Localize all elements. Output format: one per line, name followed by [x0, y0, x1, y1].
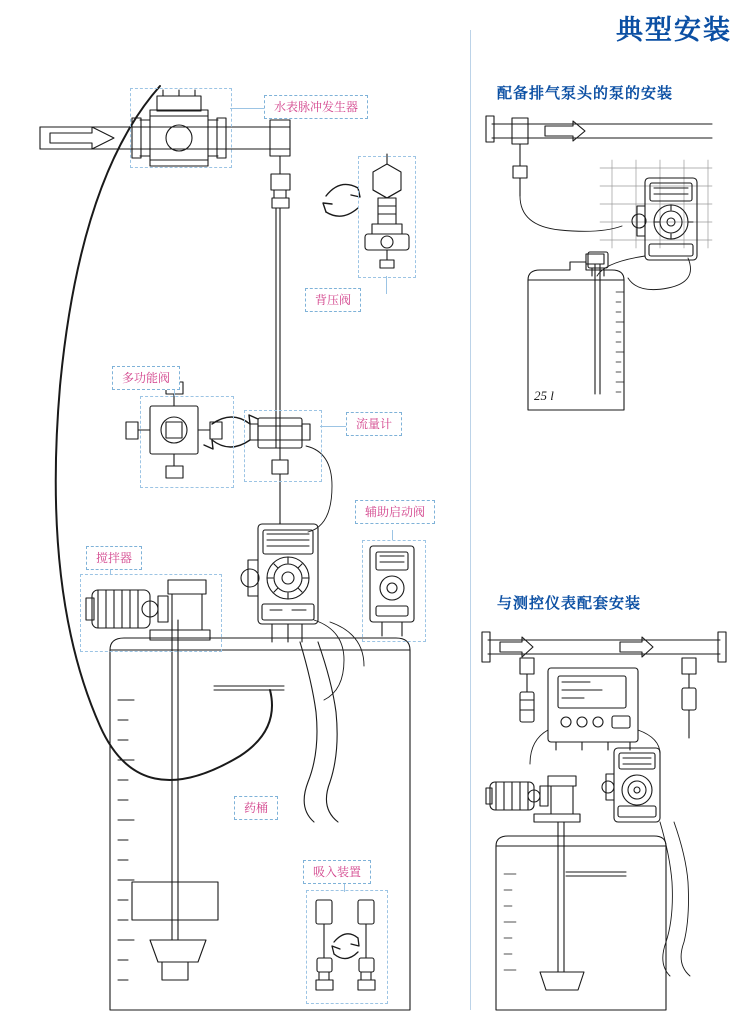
highlight-aux-start-valve: [362, 540, 426, 642]
section-title-vented-pump: 配备排气泵头的泵的安装: [497, 85, 674, 102]
highlight-multifunction-valve: [140, 396, 234, 488]
leader-water-meter: [230, 108, 264, 109]
leader-suction-unit: [344, 884, 345, 892]
section-title-controller: 与测控仪表配套安装: [497, 595, 642, 612]
highlight-flow-meter: [244, 410, 322, 482]
tank-volume-label: 25 l: [534, 388, 554, 403]
vertical-divider: [470, 30, 471, 1010]
leader-aux-valve: [392, 530, 393, 540]
callout-flow-meter: 流量计: [346, 412, 402, 436]
callout-chemical-tank: 药桶: [234, 796, 278, 820]
callout-agitator: 搅拌器: [86, 546, 142, 570]
highlight-water-meter: [130, 88, 232, 168]
callout-back-pressure-valve: 背压阀: [305, 288, 361, 312]
callout-multifunction-valve: 多功能阀: [112, 366, 180, 390]
callout-suction-unit: 吸入装置: [303, 860, 371, 884]
leader-flow-meter: [320, 426, 346, 427]
highlight-suction-unit: [306, 890, 388, 1004]
callout-aux-start-valve: 辅助启动阀: [355, 500, 435, 524]
highlight-agitator: [80, 574, 222, 652]
callout-water-meter: 水表脉冲发生器: [264, 95, 368, 119]
highlight-back-pressure-valve: [358, 156, 416, 278]
leader-back-pressure: [386, 276, 387, 294]
page-title: 典型安装: [616, 15, 732, 45]
